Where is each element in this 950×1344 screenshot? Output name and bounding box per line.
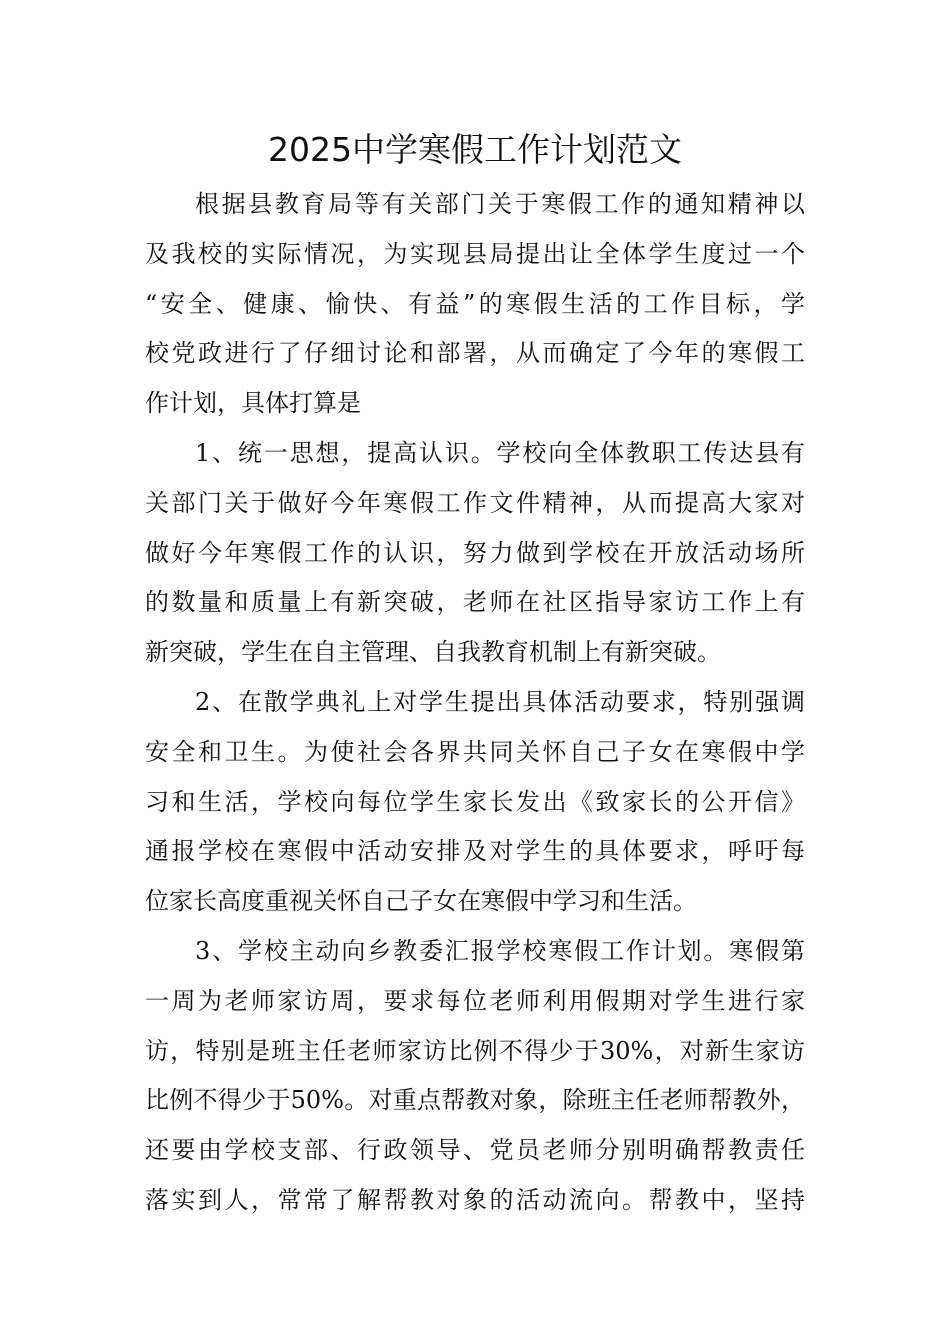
text-line: “安全、健康、愉快、有益”的寒假生活的工作目标，学 bbox=[145, 289, 805, 318]
text-line: 新突破，学生在自主管理、自我教育机制上有新突破。 bbox=[145, 638, 721, 667]
text-line: 做好今年寒假工作的认识，努力做到学校在开放活动场所 bbox=[145, 538, 805, 567]
text-line: 位家长高度重视关怀自己子女在寒假中学习和生活。 bbox=[145, 887, 697, 916]
text-line: 通报学校在寒假中活动安排及对学生的具体要求，呼吁每 bbox=[145, 837, 805, 866]
text-line: 2、在散学典礼上对学生提出具体活动要求，特别强调 bbox=[195, 687, 805, 716]
text-line: 访，特别是班主任老师家访比例不得少于30%，对新生家访 bbox=[145, 1036, 805, 1065]
text-line: 安全和卫生。为使社会各界共同关怀自己子女在寒假中学 bbox=[145, 737, 805, 766]
text-line: 比例不得少于50%。对重点帮教对象，除班主任老师帮教外， bbox=[145, 1086, 805, 1115]
text-line: 及我校的实际情况，为实现县局提出让全体学生度过一个 bbox=[145, 239, 805, 268]
paragraph-item-1 bbox=[145, 429, 805, 678]
text-line: 作计划，具体打算是 bbox=[145, 389, 361, 418]
text-line: 关部门关于做好今年寒假工作文件精神，从而提高大家对 bbox=[145, 488, 805, 517]
text-line: 3、学校主动向乡教委汇报学校寒假工作计划。寒假第 bbox=[195, 936, 805, 965]
paragraph-item-3 bbox=[145, 927, 805, 1226]
text-line: 校党政进行了仔细讨论和部署，从而确定了今年的寒假工 bbox=[145, 339, 805, 368]
text-line: 还要由学校支部、行政领导、党员老师分别明确帮教责任 bbox=[145, 1136, 805, 1165]
text-line: 1、统一思想，提高认识。学校向全体教职工传达县有 bbox=[195, 438, 805, 467]
text-line: 根据县教育局等有关部门关于寒假工作的通知精神以 bbox=[195, 190, 805, 218]
text-line: 落实到人，常常了解帮教对象的活动流向。帮教中，坚持 bbox=[145, 1185, 805, 1214]
paragraph-intro bbox=[145, 180, 805, 429]
document-title: 2025中学寒假工作计划范文 bbox=[268, 130, 682, 169]
text-line: 习和生活，学校向每位学生家长发出《致家长的公开信》 bbox=[145, 787, 805, 816]
document-body bbox=[145, 180, 805, 1226]
text-line: 一周为老师家访周，要求每位老师利用假期对学生进行家 bbox=[145, 986, 805, 1015]
text-line: 的数量和质量上有新突破，老师在社区指导家访工作上有 bbox=[145, 588, 805, 617]
paragraph-item-2 bbox=[145, 678, 805, 927]
